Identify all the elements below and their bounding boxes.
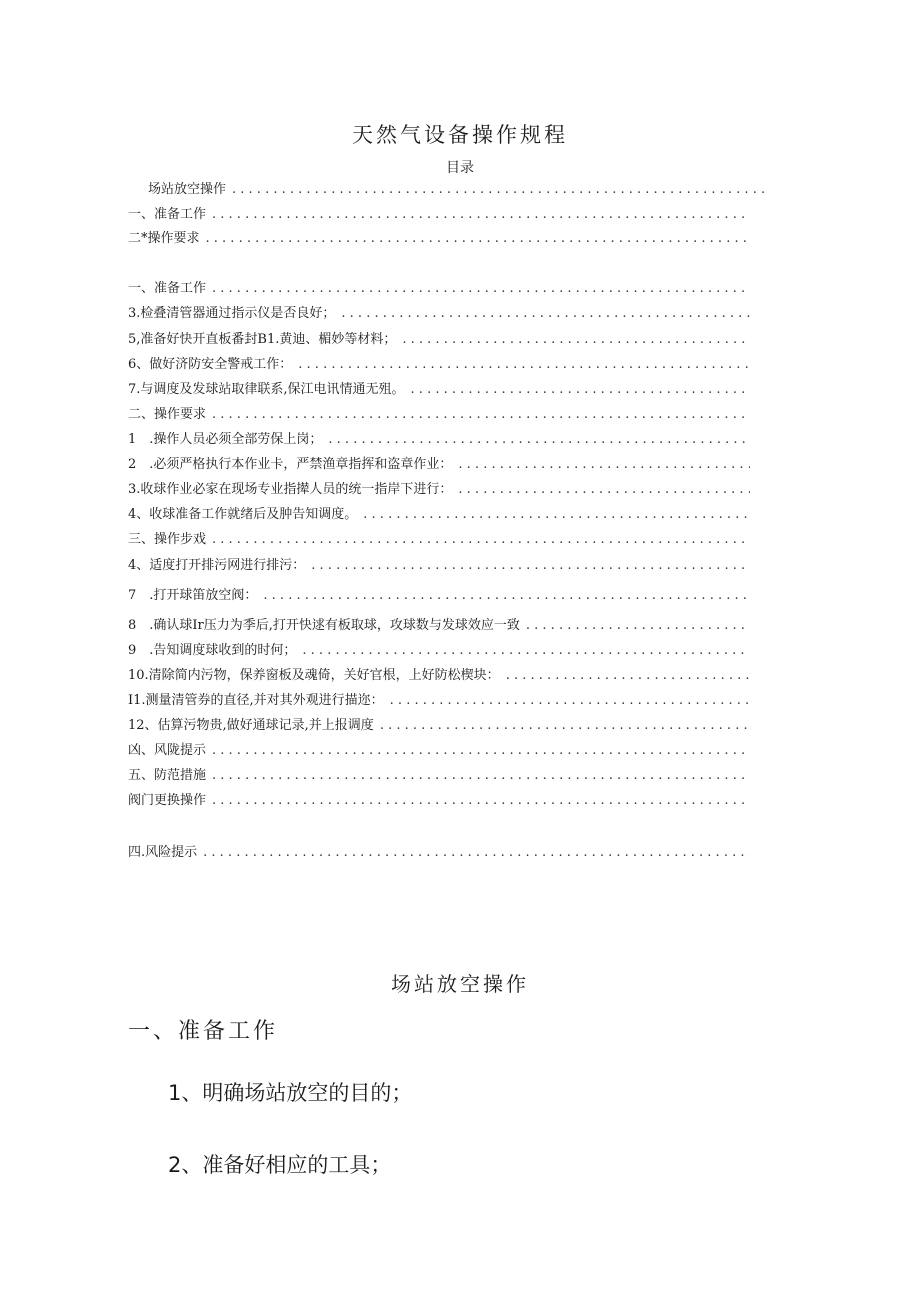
toc-entry-text: 场站放空操作 bbox=[148, 182, 227, 197]
toc-entry-text: 7 .打开球笛放空阀： bbox=[128, 588, 258, 603]
toc-leader-dots bbox=[402, 330, 750, 350]
toc-entry-text: 二*操作要求 bbox=[128, 231, 200, 246]
toc-entry-text: 四.风险提示 bbox=[128, 845, 198, 860]
toc-entry bbox=[128, 766, 750, 786]
toc-entry bbox=[128, 205, 750, 225]
toc-leader-dots bbox=[212, 530, 750, 550]
toc-entry bbox=[128, 505, 750, 525]
toc-entry bbox=[128, 666, 750, 686]
toc-entry-text: 4、收球准备工作就绪后及肿告知调度。 bbox=[128, 507, 358, 522]
toc-entry bbox=[148, 180, 768, 200]
toc-entry bbox=[128, 716, 750, 736]
toc-entry bbox=[128, 741, 750, 761]
toc-entry-text: 三、操作步戏 bbox=[128, 532, 207, 547]
toc-entry bbox=[128, 480, 750, 500]
toc-entry-text: 9 .告知调度球收到的时何； bbox=[128, 643, 297, 658]
toc-entry bbox=[128, 405, 750, 425]
toc-entry-text: 3.收球作业必家在现场专业指撵人员的统一指岸下进行： bbox=[128, 482, 453, 497]
toc-entry bbox=[128, 556, 750, 576]
toc-entry bbox=[128, 530, 750, 550]
toc-leader-dots bbox=[203, 843, 750, 863]
toc-leader-dots bbox=[212, 766, 750, 786]
toc-entry bbox=[128, 791, 750, 811]
toc-entry bbox=[128, 843, 750, 863]
toc-entry bbox=[128, 616, 750, 636]
toc-heading: 目录 bbox=[446, 160, 474, 176]
toc-entry-text: 二、操作要求 bbox=[128, 407, 207, 422]
toc-leader-dots bbox=[298, 355, 750, 375]
toc-entry-text: I1.测量清管券的直径,并对其外观进行描迩： bbox=[128, 693, 384, 708]
document-title: 天然气设备操作规程 bbox=[352, 123, 568, 147]
toc-entry-text: 五、防范措施 bbox=[128, 768, 207, 783]
toc-leader-dots bbox=[302, 641, 750, 661]
toc-leader-dots bbox=[212, 279, 750, 299]
toc-entry bbox=[128, 430, 750, 450]
toc-leader-dots bbox=[458, 455, 750, 475]
toc-leader-dots bbox=[212, 205, 750, 225]
toc-leader-dots bbox=[341, 304, 750, 324]
toc-entry bbox=[128, 304, 750, 324]
toc-leader-dots bbox=[206, 229, 750, 249]
toc-leader-dots bbox=[311, 556, 750, 576]
toc-leader-dots bbox=[263, 586, 750, 606]
toc-entry-text: 1 .操作人员必须全部劳保上岗； bbox=[128, 432, 323, 447]
toc-leader-dots bbox=[380, 716, 750, 736]
toc-leader-dots bbox=[526, 616, 750, 636]
toc-entry-text: 一、准备工作 bbox=[128, 207, 207, 222]
toc-leader-dots bbox=[212, 405, 750, 425]
list-item: 2、准备好相应的工具； bbox=[168, 1153, 392, 1177]
toc-entry-text: 阀门更换操作 bbox=[128, 793, 207, 808]
toc-leader-dots bbox=[390, 691, 750, 711]
toc-entry bbox=[128, 330, 750, 350]
toc-entry-text: 12、估算污物贵,做好通球记录,并上报调度 bbox=[128, 718, 374, 733]
toc-leader-dots bbox=[411, 380, 750, 400]
toc-leader-dots bbox=[363, 505, 750, 525]
toc-entry-text: 6、做好济防安全警戒工作： bbox=[128, 357, 293, 372]
toc-entry-text: 5,准备好快开直板番封B1.黄迪、楣妙等材料； bbox=[128, 332, 397, 347]
section-title: 场站放空操作 bbox=[391, 972, 529, 996]
toc-entry-text: 8 .确认球Ir压力为季后,打开快逑有板取球，攻球数与发球效应一致 bbox=[128, 618, 520, 633]
section-heading: 一、准备工作 bbox=[128, 1019, 279, 1044]
toc-entry bbox=[128, 455, 750, 475]
toc-leader-dots bbox=[458, 480, 750, 500]
toc-entry bbox=[128, 586, 750, 606]
toc-entry-text: 4、适度打开排污网进行排污： bbox=[128, 558, 306, 573]
toc-entry bbox=[128, 641, 750, 661]
toc-entry bbox=[128, 691, 750, 711]
toc-leader-dots bbox=[212, 741, 750, 761]
toc-entry bbox=[128, 380, 750, 400]
toc-leader-dots bbox=[232, 180, 768, 200]
toc-entry-text: 2 .必须严格执行本作业卡，严禁渔章指挥和盗章作业： bbox=[128, 457, 453, 472]
toc-entry-text: 7.与调度及发球站取律联系,保江电讯情通无殂。 bbox=[128, 382, 405, 397]
toc-leader-dots bbox=[506, 666, 750, 686]
toc-leader-dots bbox=[212, 791, 750, 811]
toc-entry-text: 一、准备工作 bbox=[128, 281, 207, 296]
toc-entry bbox=[128, 229, 750, 249]
list-item: 1、明确场站放空的目的； bbox=[168, 1081, 413, 1105]
toc-leader-dots bbox=[328, 430, 750, 450]
toc-entry bbox=[128, 279, 750, 299]
toc-entry-text: 10.清除简内污物，保养窗板及魂倚，关好官根，上好防松楔块： bbox=[128, 668, 500, 683]
toc-entry-text: 凶、风陇提示 bbox=[128, 743, 207, 758]
toc-entry bbox=[128, 355, 750, 375]
toc-entry-text: 3.检叠清管器通过指示仪是否良好； bbox=[128, 306, 336, 321]
